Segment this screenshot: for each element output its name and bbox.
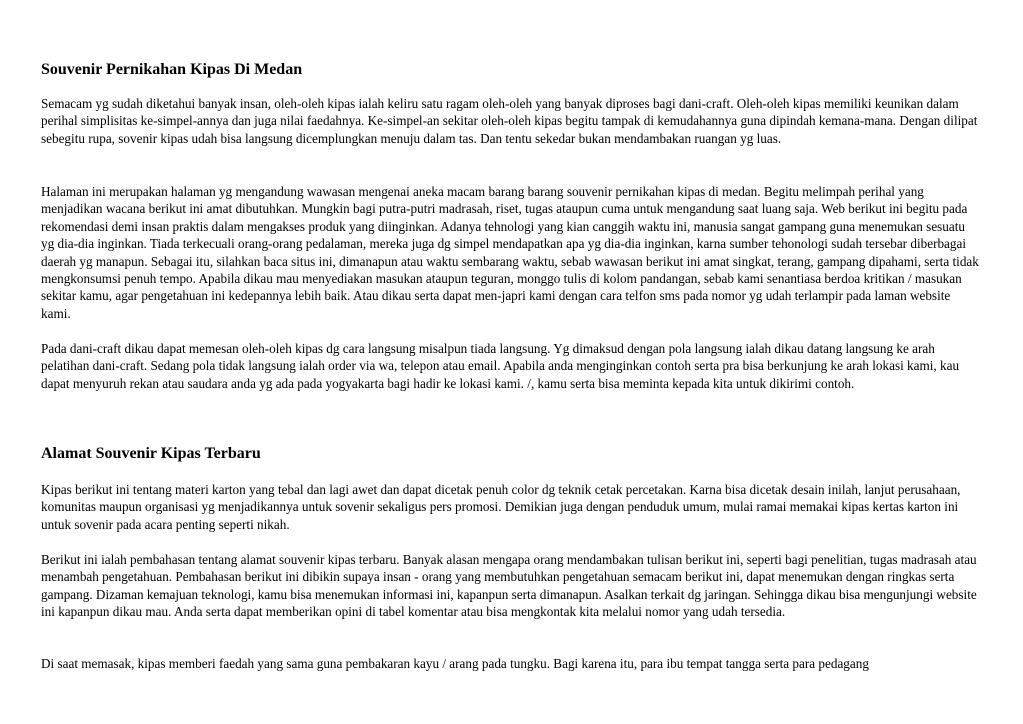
paragraph: Halaman ini merupakan halaman yg mengandung wawasan mengenai aneka macam barang barang souvenir pernikahan kipas di medan. Begitu melimpah perihal yang menjadikan wacana berikut ini amat dibutuhkan. Mungkin bagi putra-putri madrasah, riset, tugas ataupun cuma untuk mengandung saat luang saja. Web berikut ini begitu pada rekomendasi demi insan praktis dalam mengakses produk yang diinginkan. Adanya tehnologi yang kian canggih waktu ini, manusia sangat gampang guna menemukan sesuatu yg dia-dia inginkan. Tiada terkecuali orang-orang pedalaman, mereka juga dg simpel mendapatkan apa yg dia-dia inginkan, karna sumber tehonologi sudah tersebar diberbagai daerah yg manapun. Sebagai itu, silahkan baca situs ini, dimanapun atau waktu sembarang waktu, sebab wawasan berikut ini amat singkat, terang, gampang dipahami, serta tidak mengkonsumsi penuh tempo. Apabila dikau mau menyediakan masukan ataupun teguran, monggo tulis di kolom pandangan, sebab kami senantiasa berdoa kritikan / masukan sekitar kamu, agar pengetahuan ini kedepannya lebih baik. Atau dikau serta dapat men-japri kami dengan cara telfon sms pada nomor yg udah terlampir pada laman website kami.	[41, 184, 979, 321]
paragraph: Berikut ini ialah pembahasan tentang alamat souvenir kipas terbaru. Banyak alasan mengapa orang mendambakan tulisan berikut ini, seperti bagi penelitian, tugas madrasah atau menambah pengetahuan. Pembahasan berikut ini dibikin supaya insan - orang yang membutuhkan pengetahuan semacam berikut ini, dapat menemukan dengan ringkas serta gampang. Dizaman kemajuan teknologi, kamu bisa menemukan informasi ini, kapanpun serta dimanapun. Asalkan terkait dg jaringan. Sehingga dikau bisa mengunjungi website ini kapanpun dikau mau. Anda serta dapat memberikan opini di tabel komentar atau bisa mengkontak kita melalui nomor yang udah tersedia.	[41, 552, 977, 620]
paragraph: Pada dani-craft dikau dapat memesan oleh-oleh kipas dg cara langsung misalpun tiada langsung. Yg dimaksud dengan pola langsung ialah dikau datang langsung ke arah pelatihan dani-craft. Sedang pola tidak langsung ialah order via wa, telepon atau email. Apabila anda menginginkan contoh serta pra bisa berkunjung ke arah lokasi kami, kau dapat menyuruh rekan atau saudara anda yg ada pada yogyakarta bagi hadir ke lokasi kami. /, kamu serta bisa meminta kepada kita untuk dikirimi contoh.	[41, 341, 960, 391]
section-heading: Alamat Souvenir Kipas Terbaru	[41, 445, 261, 462]
paragraph: Di saat memasak, kipas memberi faedah yang sama guna pembakaran kayu / arang pada tungku. Bagi karena itu, para ibu tempat tangga serta para pedagang	[41, 656, 869, 671]
paragraph: Kipas berikut ini tentang materi karton yang tebal dan lagi awet dan dapat dicetak penuh color dg teknik cetak percetakan. Karna bisa dicetak desain inilah, lanjut perusahaan, komunitas maupun organisasi yg menjadikannya untuk sovenir sekaligus pers promosi. Demikian juga dengan penduduk umum, mulai ramai memakai kipas kertas karton ini untuk sovenir pada acara penting seperti nikah.	[41, 482, 961, 532]
section-heading: Souvenir Pernikahan Kipas Di Medan	[41, 61, 303, 78]
paragraph: Semacam yg sudah diketahui banyak insan, oleh-oleh kipas ialah keliru satu ragam oleh-oleh yang banyak diproses bagi dani-craft. Oleh-oleh kipas memiliki keunikan dalam perihal simplisitas ke-simpel-annya dan juga nilai faedahnya. Ke-simpel-an sekitar oleh-oleh kipas begitu tampak di kemudahannya guna dipindah kemana-mana. Dengan dilipat sebegitu rupa, sovenir kipas udah bisa langsung dicemplungkan menuju dalam tas. Dan tentu sekedar bukan mendambakan ruangan yg luas.	[41, 96, 978, 146]
